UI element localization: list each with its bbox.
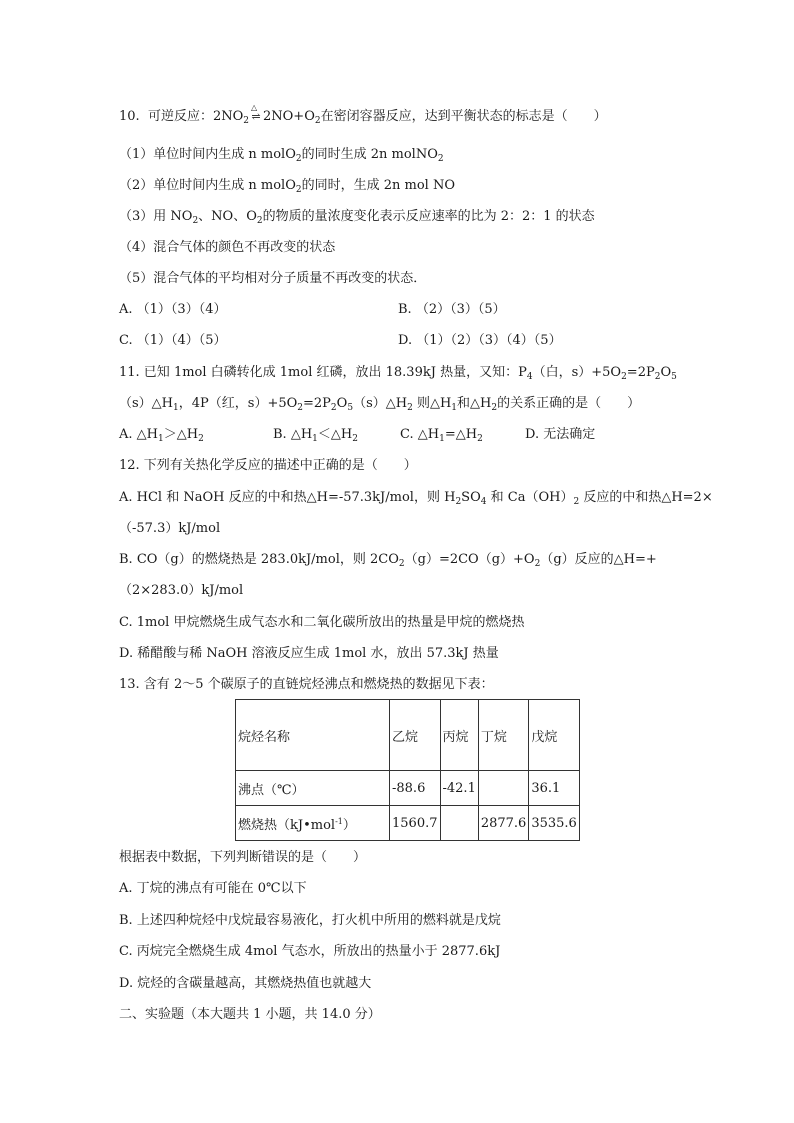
q10-stem: 10. 可逆反应：$2NO_2$ △ ⇌ $2NO+O_2$在密闭容器反应，达到平衡状态的标志是（ ）	[119, 103, 607, 126]
q12-option-a-line2: （-57.3）kJ/mol	[119, 521, 221, 536]
q10-option-a: A. （1）（3）（4）	[119, 302, 227, 317]
q13-option-a: A. 丁烷的沸点有可能在 0℃以下	[119, 881, 307, 896]
q11-option-c: C. $\triangle H_1=\triangle H_2$	[400, 427, 483, 444]
q12-option-d: D. 稀醋酸与稀 NaOH 溶液反应生成 1mol 水，放出 57.3kJ 热量	[119, 646, 499, 661]
table-cell: 沸点（℃）	[236, 771, 390, 806]
q11-stem-line1: 11. 已知 1mol 白磷转化成 1mol 红磷，放出 18.39kJ 热量，又知：$P_4$（白，$s)+5O_2=2P_2O_5$	[119, 365, 677, 382]
q12-option-c: C. 1mol 甲烷燃烧生成气态水和二氧化碳所放出的热量是甲烷的燃烧热	[119, 615, 525, 630]
q12-option-b-line2: （2×283.0）kJ/mol	[119, 583, 244, 598]
table-cell: 乙烷	[390, 700, 441, 771]
table-cell: 1560.7	[390, 806, 441, 841]
table-cell: -42.1	[440, 771, 478, 806]
q12-option-b-line1: B. CO（g）的燃烧热是 283.0kJ/mol，则 $2CO_2(g)=2CO(g)+O_2(g)$反应的△H=+	[119, 552, 657, 569]
table-row	[236, 771, 580, 806]
alkane-data-table	[235, 699, 580, 841]
section-heading: 二、实验题（本大题共 1 小题，共 14.0 分）	[119, 1007, 381, 1022]
table-cell	[478, 771, 529, 806]
q10-condition-3: （3）用 $NO_2$、NO、$O_2$的物质的量浓度变化表示反应速率的比为 2：2：1 的状态	[119, 209, 595, 226]
table-cell: 燃烧热（kJ•mol$^{-1}$）	[236, 806, 390, 841]
q13-ask: 根据表中数据，下列判断错误的是（ ）	[119, 850, 367, 865]
q11-option-a: A. $\triangle H_1>\triangle H_2$	[119, 427, 204, 444]
table-cell: -88.6	[390, 771, 441, 806]
table-cell: 丙烷	[440, 700, 478, 771]
q10-option-d: D. （1）（2）（3）（4）（5）	[398, 333, 562, 348]
table-cell: 烷烃名称	[236, 700, 390, 771]
q11-option-b: B. $\triangle H_1<\triangle H_2$	[273, 427, 358, 444]
table-header-row	[236, 700, 580, 771]
q10-condition-2: （2）单位时间内生成 n molO$_2$的同时，生成 2n mol NO	[119, 178, 456, 195]
reversible-heat-arrow-icon: △ ⇌	[251, 103, 261, 123]
q13-stem: 13. 含有 2～5 个碳原子的直链烷烃沸点和燃烧热的数据见下表：	[119, 677, 494, 692]
q10-condition-5: （5）混合气体的平均相对分子质量不再改变的状态．	[119, 271, 427, 286]
q10-condition-1: （1）单位时间内生成 n molO$_2$的同时生成 2n molNO$_2$	[119, 147, 444, 164]
q10-option-b: B. （2）（3）（5）	[398, 302, 506, 317]
q11-option-d: D. 无法确定	[525, 427, 596, 442]
table-row	[236, 806, 580, 841]
table-cell: 戊烷	[529, 700, 580, 771]
table-cell: 36.1	[529, 771, 580, 806]
q10-option-c: C. （1）（4）（5）	[119, 333, 227, 348]
q13-option-b: B. 上述四种烷烃中戊烷最容易液化，打火机中所用的燃料就是戊烷	[119, 913, 501, 928]
q10-condition-4: （4）混合气体的颜色不再改变的状态	[119, 240, 336, 255]
table-cell: 丁烷	[478, 700, 529, 771]
q12-stem: 12. 下列有关热化学反应的描述中正确的是（ ）	[119, 458, 417, 473]
q13-option-c: C. 丙烷完全燃烧生成 4mol 气态水，所放出的热量小于 2877.6kJ	[119, 944, 501, 959]
q13-option-d: D. 烷烃的含碳量越高，其燃烧热值也就越大	[119, 976, 372, 991]
q12-option-a-line1: A. HCl 和 NaOH 反应的中和热△H=-57.3kJ/mol，则 $H_2SO_4$ 和 $Ca(OH)_2$ 反应的中和热△H=2×	[119, 490, 713, 507]
q11-stem-line2: $(s)\triangle H_1$，4P（红，$s)+5O_2=2P_2O_5(s)\triangle H_2$ 则$\triangle H_1$和$\triangle H_2$的关系正确的是（ ）	[119, 396, 641, 413]
table-cell: 2877.6	[478, 806, 529, 841]
q10-number: 10.	[119, 109, 140, 124]
table-cell: 3535.6	[529, 806, 580, 841]
table-cell	[440, 806, 478, 841]
